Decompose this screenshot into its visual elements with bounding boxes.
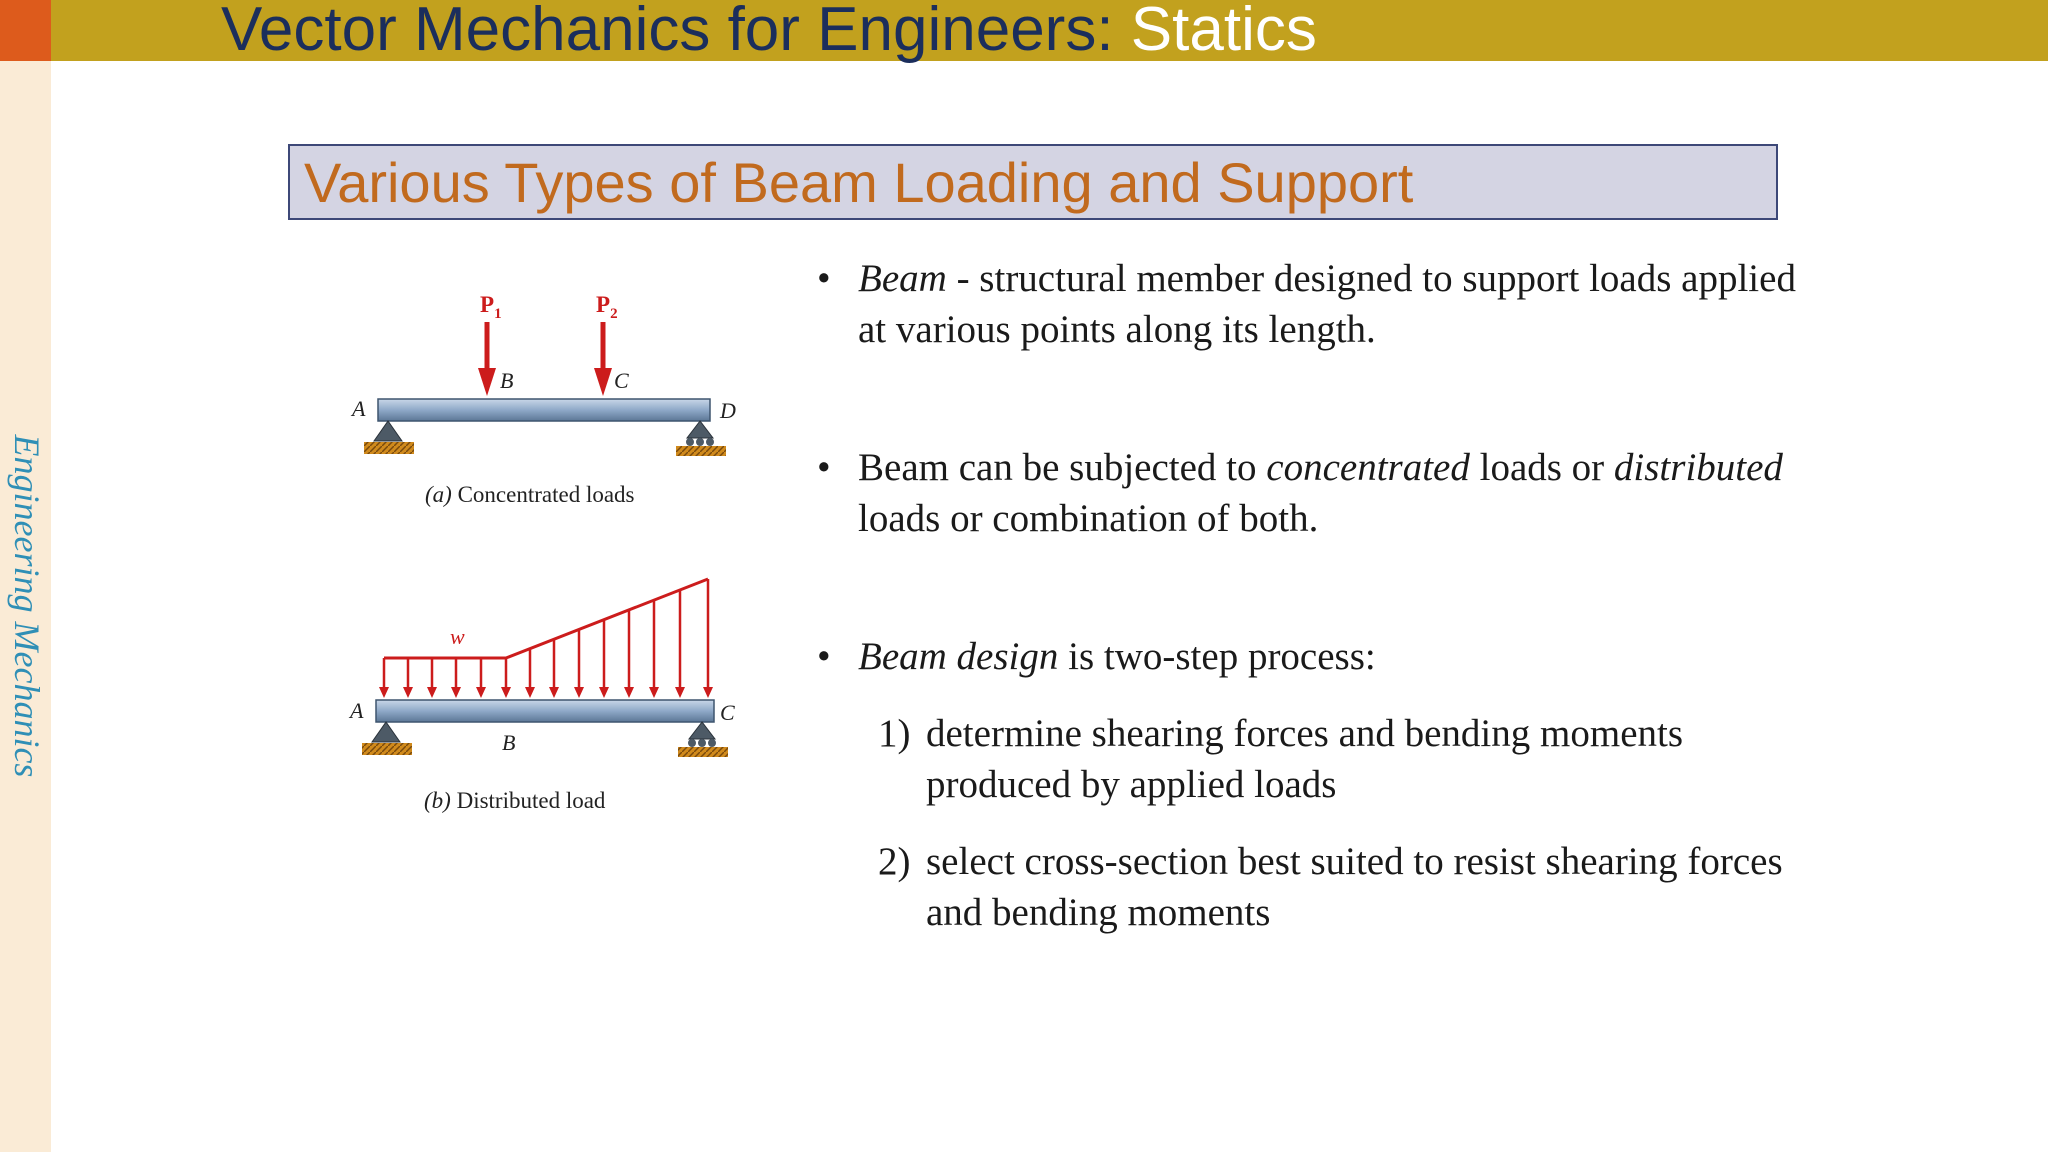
- roller-support-c: [689, 722, 715, 739]
- load-p1-label: $P_1$: [480, 292, 502, 322]
- step-text: determine shearing forces and bending moments produced by applied loads: [926, 712, 1684, 806]
- caption-a: (a) Concentrated loads: [425, 482, 635, 507]
- caption-b: (b) Distributed load: [424, 788, 606, 813]
- slide-title: Various Types of Beam Loading and Support: [304, 151, 1414, 214]
- header-accent-block: [0, 0, 51, 61]
- ground-a: [364, 442, 414, 454]
- point-b-label: B: [500, 368, 514, 393]
- roller-wheel: [688, 739, 696, 747]
- bullet-text: is two-step process:: [1058, 635, 1376, 678]
- point-d-label: D: [720, 398, 736, 423]
- header-title-main: Vector Mechanics for Engineers:: [221, 0, 1131, 64]
- ground-d: [676, 446, 726, 456]
- header-title: [221, 0, 1317, 64]
- point-a-label: A: [352, 396, 366, 421]
- ground-c: [678, 747, 728, 757]
- load-arrowhead: [703, 687, 713, 698]
- point-c-label: C: [720, 700, 735, 725]
- step-number: 2): [878, 840, 911, 883]
- load-p2-label: $P_2$: [596, 292, 618, 322]
- beam-a: [378, 399, 710, 421]
- load-arrowhead: [427, 687, 437, 698]
- term-beam: Beam: [858, 257, 947, 300]
- term-distributed: distributed: [1613, 446, 1783, 489]
- load-arrowhead: [599, 687, 609, 698]
- header-title-accent: Statics: [1130, 0, 1317, 64]
- roller-wheel: [696, 438, 704, 446]
- step-text: select cross-section best suited to resist shearing forces and bending moments: [926, 840, 1783, 934]
- load-arrowhead: [675, 687, 685, 698]
- point-c-label: C: [614, 368, 629, 393]
- load-w-label: w: [450, 624, 465, 649]
- term-beam-design: Beam design: [858, 635, 1059, 678]
- roller-wheel: [686, 438, 694, 446]
- bullet-text: loads or: [1469, 446, 1614, 489]
- load-arrowhead: [379, 687, 389, 698]
- bullet-beam-design: [810, 631, 1376, 682]
- step-1: [878, 708, 1826, 810]
- load-arrowhead: [476, 687, 486, 698]
- pin-support-a: [372, 722, 400, 742]
- load-arrowhead: [624, 687, 634, 698]
- figure-concentrated-loads: [340, 272, 760, 532]
- load-p1-arrowhead: [478, 368, 496, 396]
- point-a-label: A: [350, 698, 364, 723]
- slide-title-box: [288, 144, 1778, 220]
- point-b-label: B: [502, 730, 516, 755]
- term-concentrated: concentrated: [1266, 446, 1470, 489]
- step-number: 1): [878, 712, 911, 755]
- load-arrowhead: [549, 687, 559, 698]
- roller-support-d: [687, 421, 713, 438]
- load-arrowhead: [649, 687, 659, 698]
- step-2: [878, 836, 1826, 938]
- figure-distributed-load: [340, 560, 760, 830]
- roller-wheel: [708, 739, 716, 747]
- bullet-text: - structural member designed to support loads applied at various points along its length.: [858, 257, 1796, 351]
- ground-a: [362, 743, 412, 755]
- pin-support-a: [374, 421, 402, 441]
- bullet-beam-definition: [810, 253, 1810, 355]
- bullet-text: Beam can be subjected to: [858, 446, 1267, 489]
- load-arrowhead: [451, 687, 461, 698]
- load-arrowhead: [525, 687, 535, 698]
- roller-wheel: [698, 739, 706, 747]
- load-arrowhead: [501, 687, 511, 698]
- distributed-load-profile: [384, 579, 708, 658]
- load-p2-arrowhead: [594, 368, 612, 396]
- load-arrowhead: [574, 687, 584, 698]
- load-arrowhead: [403, 687, 413, 698]
- bullet-text: loads or combination of both.: [858, 497, 1319, 540]
- bullet-load-types: [810, 442, 1810, 544]
- roller-wheel: [706, 438, 714, 446]
- beam-b: [376, 700, 714, 722]
- sidebar-label: Engineering Mechanics: [7, 434, 47, 778]
